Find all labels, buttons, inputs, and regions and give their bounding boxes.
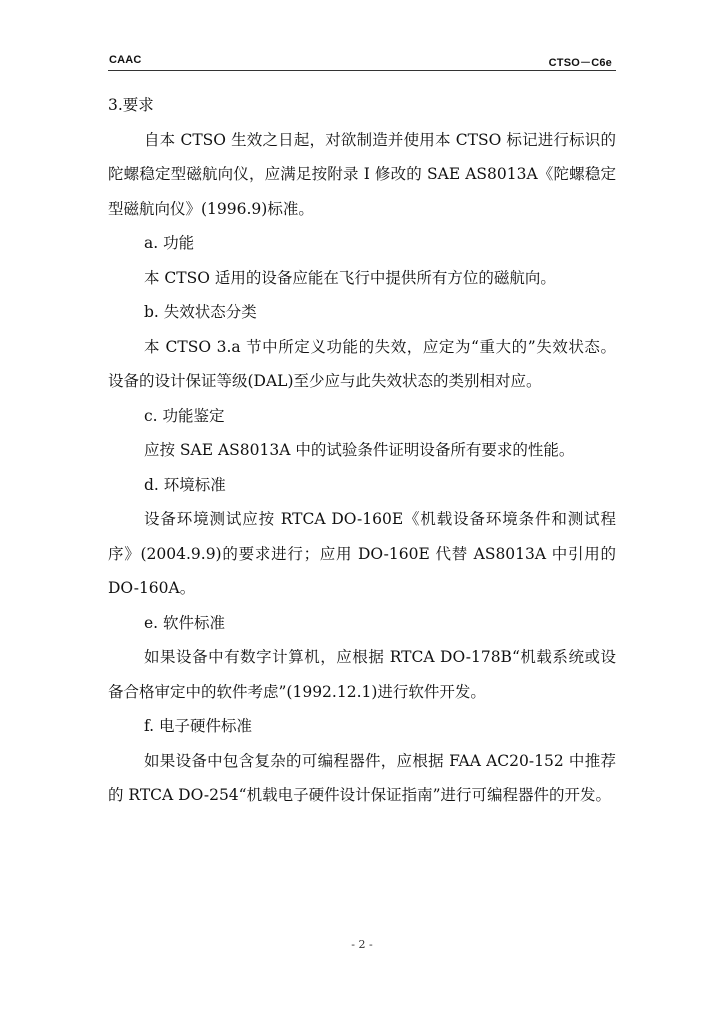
subsection-c-text: 应按 SAE AS8013A 中的试验条件证明设备所有要求的性能。 (144, 441, 575, 459)
intro-paragraph: 自本 CTSO 生效之日起，对欲制造并使用本 CTSO 标记进行标识的陀螺稳定型磁航向仪，应满足按附录 I 修改的 SAE AS8013A《陀螺稳定型磁航向仪》(1996.9)标准。 (108, 130, 616, 218)
subsection-e-text: 如果设备中有数字计算机，应根据 RTCA DO-178B“机载系统或设备合格审定中的软件考虑”(1992.12.1)进行软件开发。 (108, 648, 616, 701)
subsection-e-heading: e. 软件标准 (144, 613, 226, 632)
document-body (108, 88, 616, 813)
subsection-a-text: 本 CTSO 适用的设备应能在飞行中提供所有方位的磁航向。 (144, 268, 556, 287)
page-header (108, 54, 616, 71)
subsection-c-heading: c. 功能鉴定 (144, 406, 225, 425)
subsection-d-text: 设备环境测试应按 RTCA DO-160E《机载设备环境条件和测试程序》(2004.9.9)的要求进行；应用 DO-160E 代替 AS8013A 中引用的 DO-160A。 (108, 510, 616, 597)
section-title: 3.要求 (108, 96, 154, 114)
subsection-f-text: 如果设备中包含复杂的可编程器件，应根据 FAA AC20-152 中推荐的 RTCA DO-254“机载电子硬件设计保证指南”进行可编程器件的开发。 (108, 751, 616, 804)
page-number: - 2 - (351, 938, 373, 951)
header-doc-id: CTSO－C6e (548, 57, 612, 69)
subsection-a-heading: a. 功能 (144, 234, 195, 252)
subsection-f-heading: f. 电子硬件标准 (144, 717, 253, 735)
subsection-d-heading: d. 环境标准 (144, 475, 226, 494)
subsection-b-heading: b. 失效状态分类 (144, 303, 257, 321)
header-org: CAAC (109, 54, 142, 66)
subsection-b-text: 本 CTSO 3.a 节中所定义功能的失效，应定为“重大的”失效状态。设备的设计保证等级(DAL)至少应与此失效状态的类别相对应。 (108, 337, 616, 390)
